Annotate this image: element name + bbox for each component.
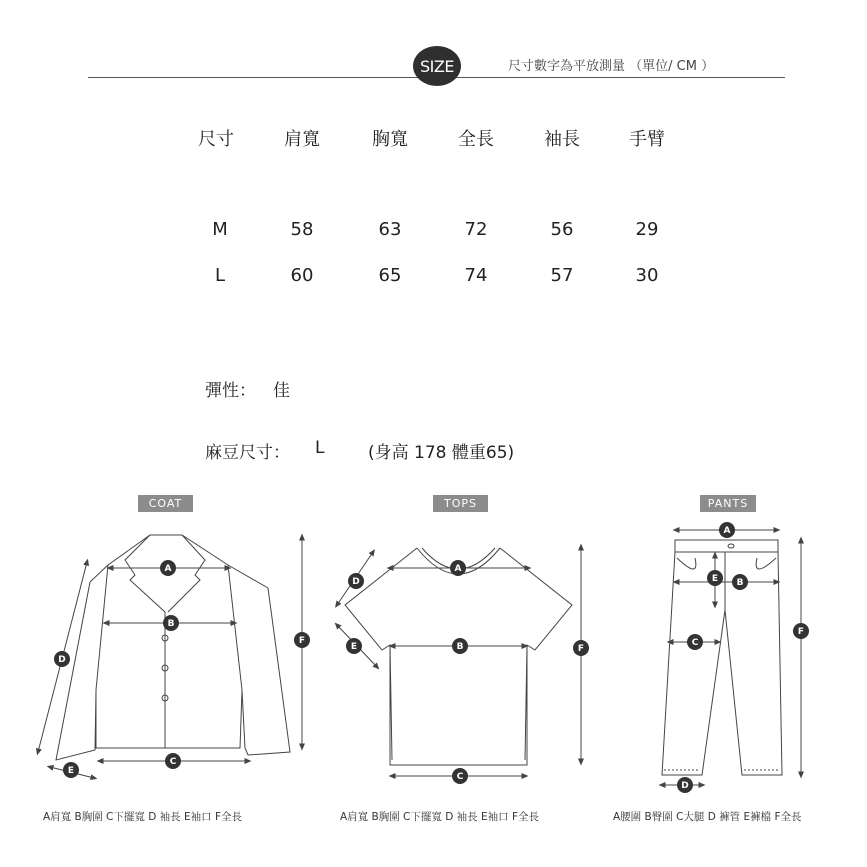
tops-side-seams [390, 645, 527, 760]
marker-c: C [691, 638, 699, 648]
table-cell: 57 [550, 265, 574, 286]
marker-a: A [164, 564, 172, 574]
table-cell: 30 [635, 265, 659, 286]
marker-b: B [167, 619, 175, 629]
table-header-chest: 胸寬 [372, 129, 408, 150]
marker-d: D [352, 577, 360, 587]
model-body-info: (身高 178 體重65) [368, 443, 515, 463]
table-cell: 29 [635, 219, 659, 240]
marker-e: E [67, 766, 75, 776]
marker-b: B [736, 578, 744, 588]
tops-legend: A肩寬 B胸圍 C下擺寬 D 袖長 E袖口 F全長 [340, 811, 540, 823]
tops-tag: TOPS [433, 495, 488, 512]
marker-c: C [169, 757, 177, 767]
size-badge: SIZE [413, 46, 461, 86]
table-header-size: 尺寸 [198, 129, 234, 150]
table-cell: 74 [464, 265, 488, 286]
table-cell: 60 [290, 265, 314, 286]
table-cell: 65 [378, 265, 402, 286]
marker-d: D [681, 781, 689, 791]
table-header-sleeve: 袖長 [544, 129, 580, 150]
table-header-arm: 手臂 [629, 129, 665, 150]
model-size-label: 麻豆尺寸： [205, 443, 290, 463]
table-header-shoulder: 肩寬 [284, 129, 320, 150]
table-header-length: 全長 [458, 129, 494, 150]
pants-pockets [677, 558, 776, 569]
marker-d: D [58, 655, 66, 665]
pants-button [728, 544, 734, 548]
table-cell: 56 [550, 219, 574, 240]
marker-e: E [711, 574, 719, 584]
pants-tag: PANTS [700, 495, 756, 512]
pants-waistband [675, 540, 778, 552]
model-size-value: L [315, 438, 325, 458]
marker-f: F [797, 627, 805, 637]
table-cell: L [214, 265, 226, 286]
table-cell: 72 [464, 219, 488, 240]
tops-outline [345, 548, 572, 765]
tops-diagram [345, 548, 572, 765]
pants-legend: A腰圍 B臀圍 C大腿 D 褲管 E褲檔 F全長 [613, 811, 802, 823]
coat-legend: A肩寬 B胸圍 C下擺寬 D 袖長 E袖口 F全長 [43, 811, 243, 823]
marker-letters [58, 526, 804, 791]
marker-f: F [298, 636, 306, 646]
table-cell: M [212, 219, 228, 240]
marker-a: A [723, 526, 731, 536]
elasticity-label: 彈性： [205, 381, 256, 401]
marker-f: F [577, 644, 585, 654]
marker-e: E [350, 642, 358, 652]
marker-c: C [456, 772, 464, 782]
table-cell: 58 [290, 219, 314, 240]
coat-tag: COAT [138, 495, 193, 512]
elasticity-value: 佳 [273, 381, 290, 401]
marker-b: B [456, 642, 464, 652]
pants-outline [662, 552, 782, 775]
table-cell: 63 [378, 219, 402, 240]
marker-a: A [454, 564, 462, 574]
measurement-note: 尺寸數字為平放測量 （單位/ CM ） [508, 59, 715, 74]
